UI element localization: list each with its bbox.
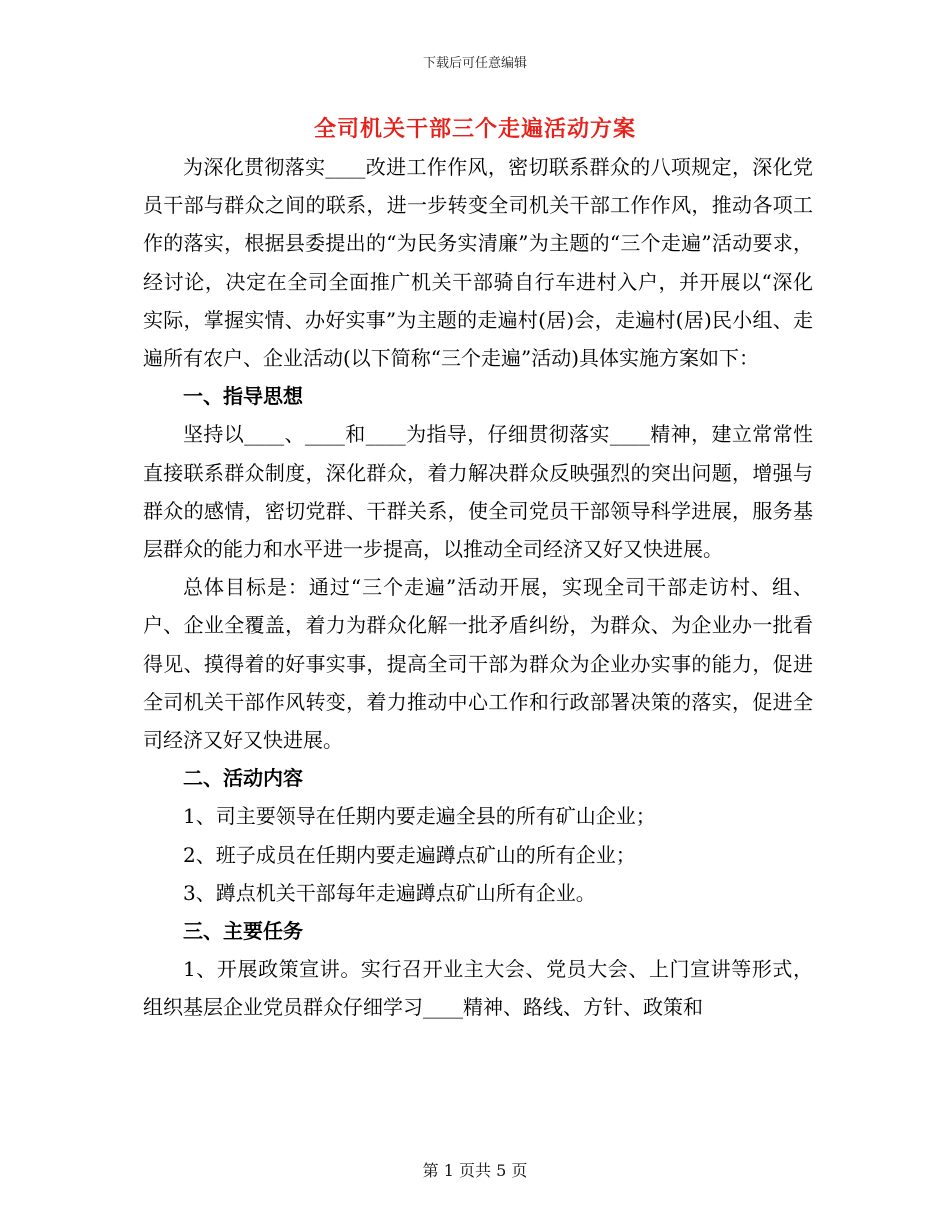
activity-item: 1、司主要领导在任期内要走遍全县的所有矿山企业； — [183, 804, 656, 829]
guiding-ideology-paragraph: 坚持以____、____和____为指导，仔细贯彻落实____精神，建立常常性直接联系群众制度，深化群众，着力解决群众反映强烈的突出问题，增强与群众的感情，密切党群、干群关系，使全司党员干部领导科学进展，服务基层群众的能力和水平进一步提高，以推动全司经济又好又快进展。 — [143, 422, 813, 562]
section-heading-main-tasks: 三、主要任务 — [183, 919, 303, 944]
activity-item: 2、班子成员在任期内要走遍蹲点矿山的所有企业； — [183, 842, 636, 867]
activity-item: 3、蹲点机关干部每年走遍蹲点矿山所有企业。 — [183, 880, 596, 905]
document-title: 全司机关干部三个走遍活动方案 — [313, 116, 636, 142]
header-note: 下载后可任意编辑 — [422, 56, 527, 71]
section-heading-guiding-ideology: 一、指导思想 — [183, 384, 303, 409]
intro-paragraph: 为深化贯彻落实____改进工作作风，密切联系群众的八项规定，深化党员干部与群众之间的联系，进一步转变全司机关干部工作作风，推动各项工作的落实，根据县委提出的“为民务实清廉”为主题的“三个走遍”活动要求，经讨论，决定在全司全面推广机关干部骑自行车进村入户，并开展以“深化实际，掌握实情、办好实事”为主题的走遍村(居)会，走遍村(居)民小组、走遍所有农户、企业活动(以下简称“三个走遍”活动)具体实施方案如下： — [143, 155, 813, 371]
document-body — [143, 148, 813, 1027]
page-footer: 第 1 页共 5 页 — [422, 1161, 528, 1180]
main-tasks-paragraph: 1、开展政策宣讲。实行召开业主大会、党员大会、上门宣讲等形式，组织基层企业党员群众仔细学习____精神、路线、方针、政策和 — [143, 957, 813, 1020]
overall-goal-paragraph: 总体目标是：通过“三个走遍”活动开展，实现全司干部走访村、组、户、企业全覆盖，着力为群众化解一批矛盾纠纷，为群众、为企业办一批看得见、摸得着的好事实事，提高全司干部为群众为企业办实事的能力，促进全司机关干部作风转变，着力推动中心工作和行政部署决策的落实，促进全司经济又好又快进展。 — [143, 575, 813, 753]
section-heading-activity-content: 二、活动内容 — [183, 766, 303, 791]
